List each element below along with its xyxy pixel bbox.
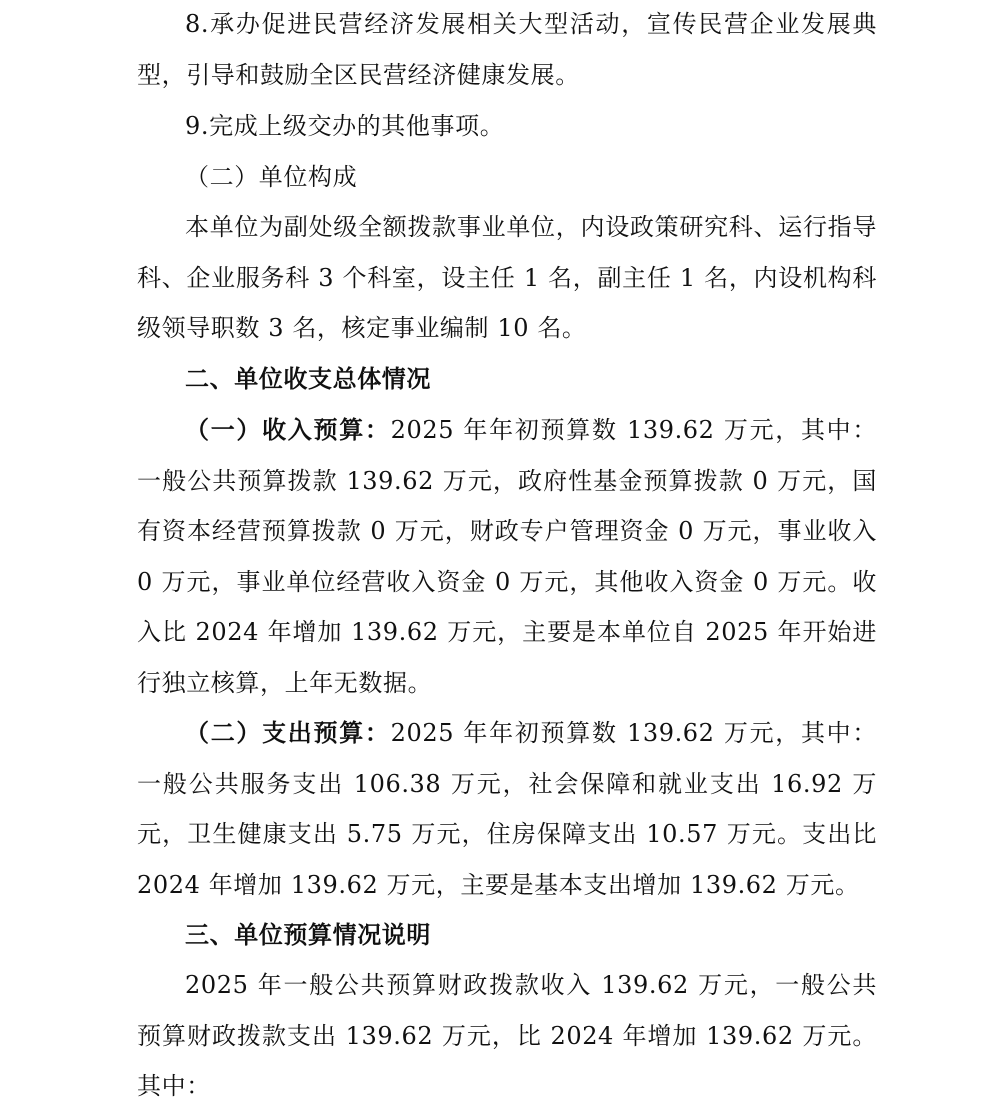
expense-budget-label: （二）支出预算： <box>185 719 391 747</box>
income-budget-text: 2025 年年初预算数 139.62 万元，其中：一般公共预算拨款 139.62 万元，政府性基金预算拨款 0 万元，国有资本经营预算拨款 0 万元，财政专户管理资金 0 万元，事业收入 0 万元，事业单位经营收入资金 0 万元，其他收入资金 0 万元。收入比 2024 年增加 139.62 万元，主要是本单位自 2025 年开始进行独立核算，上年无数据。 <box>137 416 877 697</box>
duty-item-8: 8.承办促进民营经济发展相关大型活动，宣传民营企业发展典型，引导和鼓励全区民营经济健康发展。 <box>137 10 877 89</box>
unit-composition-paragraph: 本单位为副处级全额拨款事业单位，内设政策研究科、运行指导科、企业服务科 3 个科室，设主任 1 名，副主任 1 名，内设机构科级领导职数 3 名，核定事业编制 10 名。 <box>137 213 877 342</box>
budget-intro-paragraph: 2025 年一般公共预算财政拨款收入 139.62 万元，一般公共预算财政拨款支出 139.62 万元，比 2024 年增加 139.62 万元。其中： <box>137 971 877 1100</box>
unit-composition-heading: （二）单位构成 <box>185 163 358 191</box>
income-budget-label: （一）收入预算： <box>185 416 391 444</box>
expense-budget-text: 2025 年年初预算数 139.62 万元，其中：一般公共服务支出 106.38 万元，社会保障和就业支出 16.92 万元，卫生健康支出 5.75 万元，住房保障支出 10.57 万元。支出比 2024 年增加 139.62 万元，主要是基本支出增加 139.62 万元。 <box>137 719 877 899</box>
income-budget-paragraph <box>137 405 877 708</box>
expense-budget-paragraph <box>137 708 877 910</box>
section-3-heading: 三、单位预算情况说明 <box>185 921 431 949</box>
duty-item-9: 9.完成上级交办的其他事项。 <box>185 112 505 140</box>
section-2-heading: 二、单位收支总体情况 <box>185 365 431 393</box>
